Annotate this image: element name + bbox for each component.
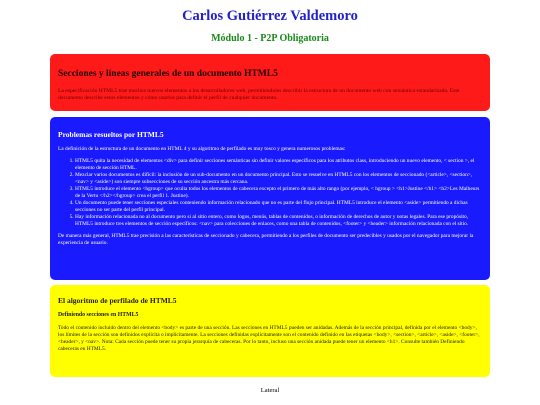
page-title: Carlos Gutiérrez Valdemoro — [182, 8, 358, 24]
section-html5-outlines — [50, 54, 490, 111]
list-item: 1. HTML5 quita la necesidad de elementos <div> para definir secciones semánticas sin definir valores específicos para los atributos class, introduciendo un nuevo elemento, < section >, el elemento de sección HTML. — [75, 158, 482, 172]
section-paragraph: Todo el contenido incluido dentro del elemento <body> es parte de una sección. Las secciones en HTML5 pueden ser anidadas. Además de la sección principal, definida por el elemento <body>, los límites de la sección son definidos explícita o implícitamente. La secciones definidas explícitamente son el contenido definido en las etiquetas <body>, <section>, <article>, <aside>, <footer>, <header>, y <nav>. Nota: Cada sección puede tener su propia jerarquía de cabeceras. Por lo tanto, incluso una sección anidada puede tener un elemento <h1>. Consulte también Definiendo cabeceras en HTML5. — [58, 325, 480, 352]
list-item: 2. Mezclar varios documentos es difícil: la inclusión de un sub-documento en un documento principal. Esto se resuelve en HTML5 con los elementos de seccionado (<article>, <section>, <nav> y <aside>) son siempre subsecciones de su sección ancestra más cercana. — [75, 172, 482, 186]
list-item: 5. Hay información relacionada no al documento pero si al sitio entero, como logos, menús, tablas de contenidos, o información de derechos de autor y notas legales. Para ese propósito, HTML5 introduce tres elementos de sección específicos: <nav> para colecciones de enlaces, como una tabla de contenidos, <footer> y <header> información relacionada con el sitio. — [75, 214, 482, 228]
section-outline-algorithm — [50, 285, 490, 377]
list-item: 3. HTML5 introduce el elemento <hgroup> que oculta todos los elementos de cabecera excepto el primero de más alto rango (por ejemplo, < hgroup > <h1>Justine </h1> <h2>Les Malheurs de la Vertu </h2></hgroup> crea el perfil 1. Justine). — [75, 186, 482, 200]
list-item: 4. Un documento puede tener secciones especiales conteniendo información relacionado que no es parte del flujo principal. HTML5 introduce el elemento <aside> permitiendo a dichas secciones no ser parte del perfil principal. — [75, 200, 482, 214]
problems-list — [58, 158, 482, 228]
section-intro: La definición de la estructura de un documento en HTML 4 y su algoritmo de perfilado es muy tosco y genera numerosos problemas: — [58, 146, 346, 152]
section-paragraph: La especificación HTML5 trae muchos nuevos elementos a los desarrolladores web, permitiéndoles describir la estructura de un documento web con semántica estandarizada. Este documento describe estos elementos y cómo usarlos para definir el perfil de cualquier documento. — [58, 88, 460, 101]
section-problems-solved — [50, 117, 490, 280]
section-heading: El algoritmo de perfilado de HTML5 — [58, 296, 177, 305]
section-subheading: Definiendo secciones en HTML5 — [58, 312, 139, 318]
page-subtitle: Módulo 1 - P2P Obligatoria — [211, 33, 329, 44]
footer-lateral: Lateral — [260, 387, 280, 394]
section-heading: Problemas resueltos por HTML5 — [58, 130, 164, 139]
section-conclusion: De manera más general, HTML5 trae precisión a las características de seccionado y cabecera, permitiendo a los perfiles de documento ser predecibles y usados por el navegador para mejorar la experiencia de usuario. — [58, 233, 474, 246]
section-heading: Secciones y líneas generales de un documento HTML5 — [58, 69, 278, 79]
